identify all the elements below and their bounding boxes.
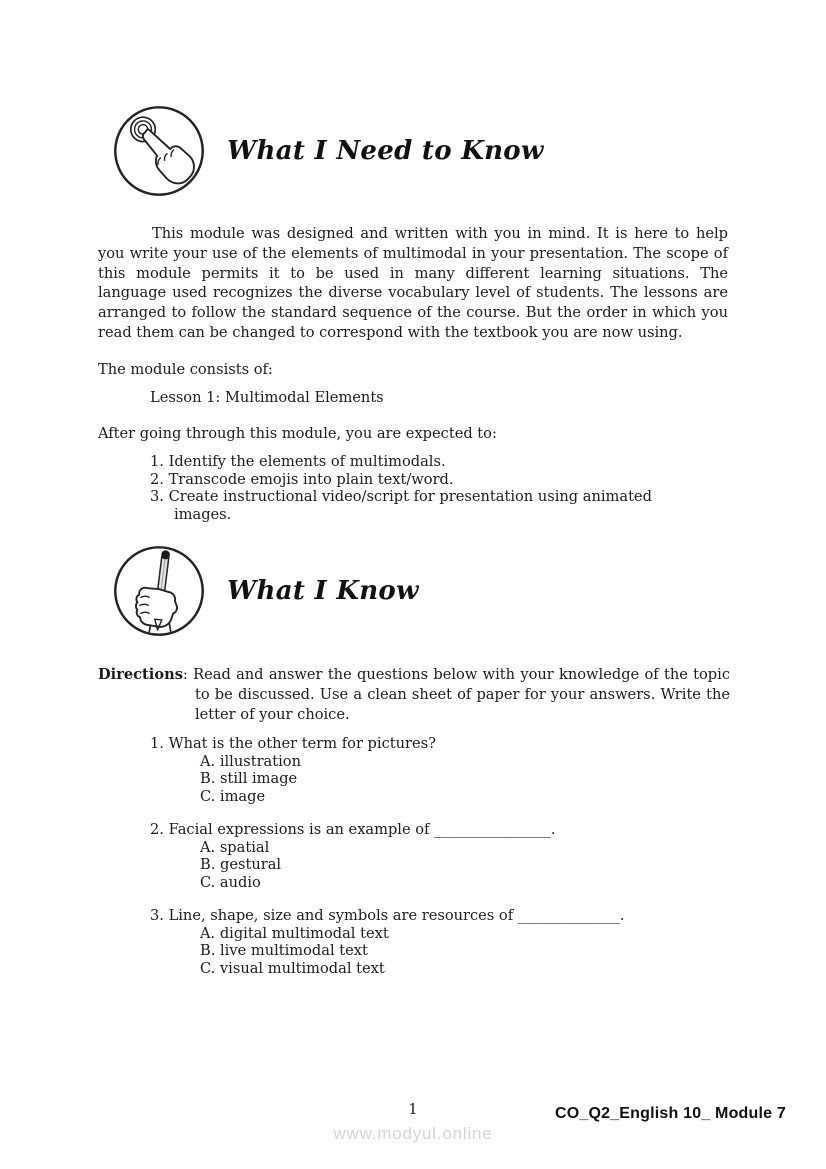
lesson-title: Lesson 1: Multimodal Elements xyxy=(150,389,384,406)
question-3-text: 3. Line, shape, size and symbols are resources of ______________. xyxy=(150,907,625,924)
page-number: 1 xyxy=(408,1102,418,1118)
question-2-text: 2. Facial expressions is an example of ________________. xyxy=(150,821,556,838)
question-1-option-a: A. illustration xyxy=(200,752,301,770)
question-1-option-c: C. image xyxy=(200,787,266,805)
question-1 xyxy=(150,735,710,805)
question-1-option-b: B. still image xyxy=(200,770,298,787)
module-intro-paragraph: This module was designed and written with you in mind. It is here to help you write your use of the elements of multimodal in your presentation. The scope of this module permits it to be used in many different learning situations. The language used recognizes the diverse vocabulary level of students. The lessons are arranged to follow the standard sequence of the course. But the order in which you read them can be changed to correspond with the textbook you are now using. xyxy=(98,225,728,341)
question-2-option-a: A. spatial xyxy=(200,838,270,856)
objective-item: 1. Identify the elements of multimodals. xyxy=(150,453,446,470)
footer-doc-code: CO_Q2_English 10_ Module 7 xyxy=(554,1105,786,1122)
section-title-what-i-need-to-know: What I Need to Know xyxy=(227,136,544,166)
section-title-what-i-know: What I Know xyxy=(227,576,419,606)
question-3-option-b: B. live multimodal text xyxy=(200,942,368,959)
objective-item: 3. Create instructional video/script for presentation using animated images. xyxy=(150,488,652,523)
question-1-text: 1. What is the other term for pictures? xyxy=(150,735,436,752)
directions-paragraph xyxy=(98,665,730,725)
question-1-options xyxy=(200,753,710,806)
question-2-option-c: C. audio xyxy=(200,873,261,891)
objectives-list xyxy=(150,453,685,523)
objective-item: 2. Transcode emojis into plain text/word. xyxy=(150,470,454,488)
question-3-option-c: C. visual multimodal text xyxy=(200,959,385,977)
question-2 xyxy=(150,821,710,891)
question-2-option-b: B. gestural xyxy=(200,856,282,873)
hand-holding-pencil-icon xyxy=(112,544,206,638)
question-3-options xyxy=(200,925,710,978)
module-consists-label: The module consists of: xyxy=(98,361,273,378)
directions-text: : Read and answer the questions below with your knowledge of the topic to be discussed. Use a clean sheet of paper for your answers. Write the letter of your choice. xyxy=(182,666,730,723)
question-2-options xyxy=(200,839,710,892)
touch-hand-icon xyxy=(112,104,206,198)
directions-label: Directions xyxy=(98,666,183,683)
question-3-option-a: A. digital multimodal text xyxy=(200,924,389,942)
watermark: www.modyul.online xyxy=(333,1124,493,1143)
question-3 xyxy=(150,907,710,977)
expected-outcomes-label: After going through this module, you are expected to: xyxy=(98,425,497,442)
